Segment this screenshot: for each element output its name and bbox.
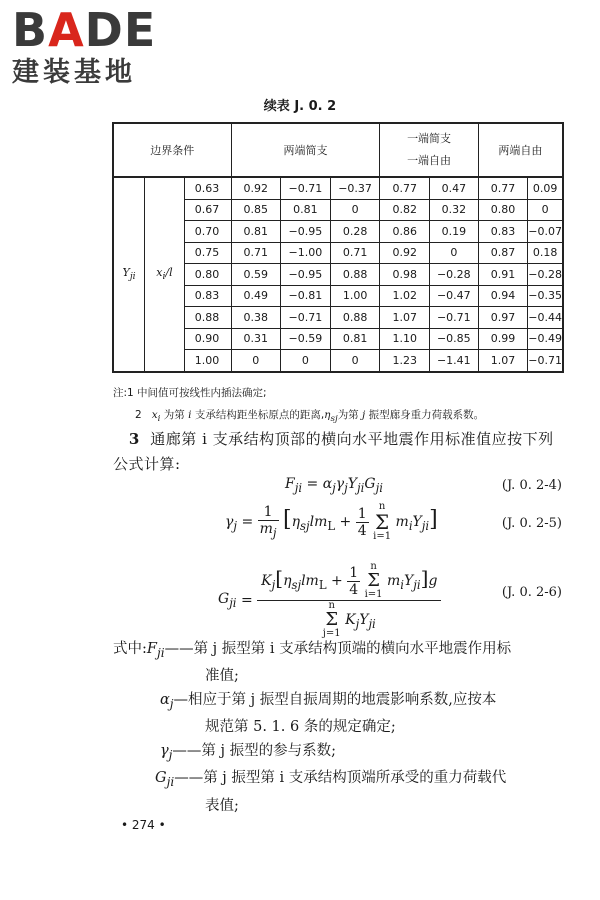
table-cell: 0.94	[478, 285, 528, 307]
table-cell: 0.85	[231, 199, 281, 221]
xi-l-value: 0.88	[184, 307, 231, 329]
table-cell: 1.10	[380, 328, 430, 350]
table-cell: 1.00	[330, 285, 380, 307]
row-label-x: $x_i/l$	[145, 177, 185, 372]
page-number: • 274 •	[121, 818, 166, 832]
xi-l-value: 0.90	[184, 328, 231, 350]
table-cell: 0.88	[330, 307, 380, 329]
table-notes	[113, 382, 484, 430]
definition-G-cont: 表值;	[205, 797, 239, 814]
table-cell: −0.95	[281, 264, 331, 286]
header-both-simple: 两端简支	[231, 123, 380, 177]
table-cell: 0.81	[231, 221, 281, 243]
table-cell: 0.32	[429, 199, 478, 221]
equation-6-number: (J. 0. 2-6)	[501, 585, 562, 600]
table-cell: 0.92	[231, 177, 281, 199]
xi-l-value: 0.63	[184, 177, 231, 199]
table-cell: 0	[231, 350, 281, 372]
table-cell: 0.97	[478, 307, 528, 329]
table-cell: 0.59	[231, 264, 281, 286]
xi-l-value: 0.80	[184, 264, 231, 286]
table-cell: 1.23	[380, 350, 430, 372]
table-row	[113, 177, 563, 199]
note-2: 2 $x_i$ 为第 i 支承结构距坐标原点的距离$,\eta_{sj}$为第 j 振型廊身重力荷载系数。	[135, 409, 485, 425]
table-cell: −0.71	[281, 177, 331, 199]
table-cell: −0.59	[281, 328, 331, 350]
table-cell: 0.86	[380, 221, 430, 243]
table-cell: 0.49	[231, 285, 281, 307]
table-cell: −0.35	[528, 285, 563, 307]
xi-l-value: 1.00	[184, 350, 231, 372]
table-cell: 0.71	[231, 242, 281, 264]
definition-alpha-cont: 规范第 5. 1. 6 条的规定确定;	[205, 719, 396, 736]
table-cell: 0	[281, 350, 331, 372]
table-cell: −0.71	[281, 307, 331, 329]
xi-l-value: 0.75	[184, 242, 231, 264]
xi-l-value: 0.83	[184, 285, 231, 307]
table-cell: 0.77	[478, 177, 528, 199]
table-cell: 0.80	[478, 199, 528, 221]
definition-F-cont: 准值;	[205, 668, 239, 685]
logo	[12, 3, 157, 90]
table-cell: 0.18	[528, 242, 563, 264]
table-cell: 0.81	[281, 199, 331, 221]
table-cell: −0.37	[330, 177, 380, 199]
table-cell: 1.07	[380, 307, 430, 329]
table-cell: −1.41	[429, 350, 478, 372]
table-cell: −0.47	[429, 285, 478, 307]
table-cell: −0.49	[528, 328, 563, 350]
table-cell: −0.07	[528, 221, 563, 243]
table-cell: −0.71	[528, 350, 563, 372]
definition-F: 式中$:F_{ji}——$第 j 振型第 i 支承结构顶端的横向水平地震作用标	[113, 641, 512, 660]
definition-gamma: $\gamma_j——$第 j 振型的参与系数;	[160, 742, 337, 762]
table-cell: 0.28	[330, 221, 380, 243]
symbol-definitions	[113, 638, 568, 818]
xi-l-value: 0.67	[184, 199, 231, 221]
header-simple-free: 一端简支 一端自由	[380, 123, 478, 177]
table-cell: 0.92	[380, 242, 430, 264]
coefficient-table	[112, 122, 564, 373]
header-both-free: 两端自由	[478, 123, 563, 177]
table-header-row	[113, 123, 563, 177]
definition-G: $G_{ji}——$第 j 振型第 i 支承结构顶端所承受的重力荷载代	[155, 770, 507, 790]
table-cell: 0.19	[429, 221, 478, 243]
table-cell: 0	[528, 199, 563, 221]
table-cell: −0.71	[429, 307, 478, 329]
table-body	[113, 177, 563, 372]
table-cell: 0.09	[528, 177, 563, 199]
paragraph-3: 3 通廊第 i 支承结构顶部的横向水平地震作用标准值应按下列公式计算:	[113, 430, 554, 473]
table-cell: 0.87	[478, 242, 528, 264]
table-cell: 0.71	[330, 242, 380, 264]
table-cell: −0.81	[281, 285, 331, 307]
table-cell: 0	[429, 242, 478, 264]
note-1: 注:1 中间值可按线性内插法确定;	[113, 387, 267, 399]
table-cell: −0.28	[528, 264, 563, 286]
table-cell: −0.28	[429, 264, 478, 286]
table-cell: 0.38	[231, 307, 281, 329]
table-cell: 1.02	[380, 285, 430, 307]
table-cell: 0.82	[380, 199, 430, 221]
definition-alpha: $\alpha_j—$相应于第 j 振型自振周期的地震影响系数,应按本	[160, 691, 497, 711]
equation-6: $G_{ji}$ = $K_j[\eta_{sj}lm_L$ + $\frac{1}{4}$ n Σ i=1 $m_iY_{ji}]g$ n Σ j=1 $K_jY_{ji}$	[218, 562, 441, 639]
equation-5: $\gamma_j$ = $\frac{1}{m_j}$ [$\eta_{sj}lm_L$ + $\frac{1}{4}$ n Σ i=1 $m_iY_{ji}$]	[225, 501, 438, 542]
table-cell: 1.07	[478, 350, 528, 372]
table-cell: 0.77	[380, 177, 430, 199]
logo-wordmark: BADE	[12, 3, 157, 57]
table-cell: −0.85	[429, 328, 478, 350]
row-label-Y: $Y_{ji}$	[113, 177, 145, 372]
table-cell: 0	[330, 350, 380, 372]
table-cell: 0.31	[231, 328, 281, 350]
table-cell: −1.00	[281, 242, 331, 264]
header-boundary: 边界条件	[113, 123, 231, 177]
table-cell: −0.44	[528, 307, 563, 329]
equation-4-number: (J. 0. 2-4)	[501, 478, 562, 493]
table-cell: 0.83	[478, 221, 528, 243]
table-cell: 0.99	[478, 328, 528, 350]
equation-5-number: (J. 0. 2-5)	[501, 516, 562, 531]
table-cell: 0.88	[330, 264, 380, 286]
equation-4: $F_{ji} = \alpha_j\gamma_jY_{ji}G_{ji}$	[285, 476, 383, 495]
table-cell: 0	[330, 199, 380, 221]
xi-l-value: 0.70	[184, 221, 231, 243]
table-cell: 0.98	[380, 264, 430, 286]
table-title: 续表 J. 0. 2	[263, 99, 337, 114]
table-cell: 0.47	[429, 177, 478, 199]
table-cell: 0.81	[330, 328, 380, 350]
table-cell: −0.95	[281, 221, 331, 243]
table-cell: 0.91	[478, 264, 528, 286]
logo-subtitle: 建装基地	[12, 57, 136, 88]
